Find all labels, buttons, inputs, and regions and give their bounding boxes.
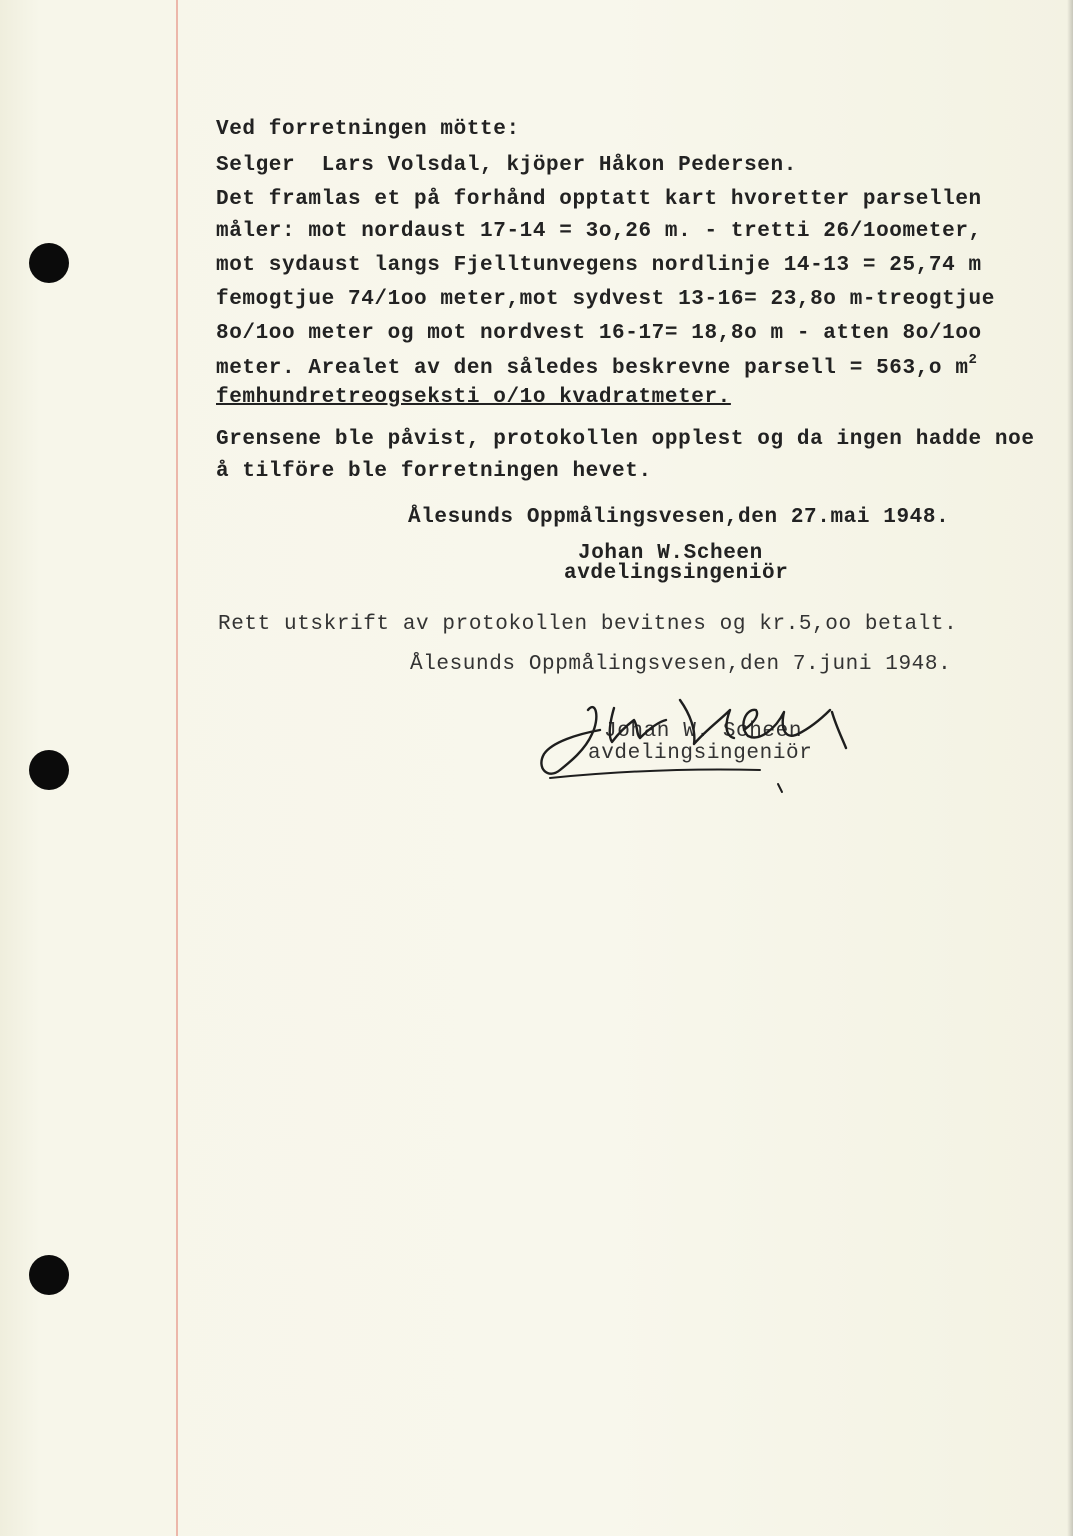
text-line-7: 8o/1oo meter og mot nordvest 16-17= 18,8o m - atten 8o/1oo <box>216 322 982 345</box>
text-line-9: femhundretreogseksti o/1o kvadratmeter. <box>216 386 731 409</box>
signer-name-2: Johan W. Scheen <box>604 720 803 743</box>
text-line-2: Selger Lars Volsdal, kjöper Håkon Pedersen. <box>216 154 797 177</box>
text-line-11: å tilföre ble forretningen hevet. <box>216 460 652 483</box>
text-line-5: mot sydaust langs Fjelltunvegens nordlinje 14-13 = 25,74 m <box>216 254 982 277</box>
text-line-1: Ved forretningen mötte: <box>216 118 520 141</box>
area-text: meter. Arealet av den således beskrevne parsell = 563,o m <box>216 357 969 380</box>
text-line-4: måler: mot nordaust 17-14 = 3o,26 m. - tretti 26/1oometer, <box>216 220 982 243</box>
area-unit-superscript: 2 <box>968 352 978 368</box>
text-line-6: femogtjue 74/1oo meter,mot sydvest 13-16= 23,8o m-treogtjue <box>216 288 995 311</box>
place-date-line-1: Ålesunds Oppmålingsvesen,den 27.mai 1948. <box>408 506 950 529</box>
place-date-line-2: Ålesunds Oppmålingsvesen,den 7.juni 1948. <box>410 653 952 676</box>
text-line-10: Grensene ble påvist, protokollen opplest og da ingen hadde noe <box>216 428 1035 451</box>
text-line-8 <box>216 352 978 380</box>
margin-rule <box>176 0 178 1536</box>
text-line-3: Det framlas et på forhånd opptatt kart hvoretter parsellen <box>216 188 982 211</box>
handwritten-signature <box>530 690 860 800</box>
signer-title-1: avdelingsingeniör <box>564 562 789 585</box>
punch-hole-bottom <box>29 1255 69 1295</box>
punch-hole-middle <box>29 750 69 790</box>
signer-title-2: avdelingsingeniör <box>588 742 813 765</box>
page-edge-shadow <box>1067 0 1073 1536</box>
punch-hole-top <box>29 243 69 283</box>
signer-name-1: Johan W.Scheen <box>578 542 763 565</box>
text-line-certification: Rett utskrift av protokollen bevitnes og kr.5,oo betalt. <box>218 613 958 636</box>
